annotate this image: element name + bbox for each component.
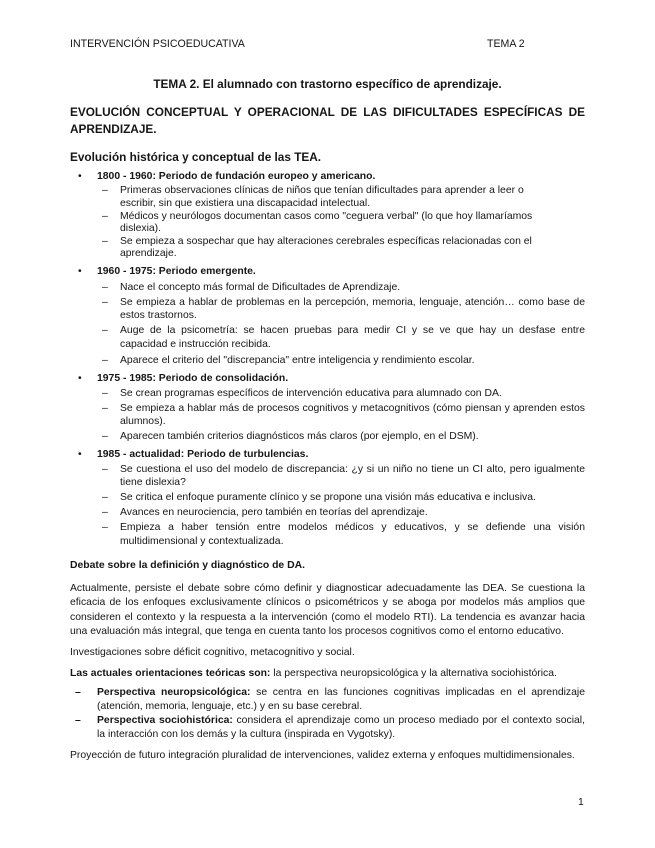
period-heading <box>78 265 585 279</box>
period-item <box>102 354 585 367</box>
dash-marker: – <box>102 210 108 222</box>
dash-marker: – <box>102 296 108 308</box>
perspective-line <box>97 714 585 728</box>
dash-marker: – <box>102 235 108 247</box>
perspective-term: Perspectiva sociohistórica: <box>97 715 233 726</box>
paragraph-line: consideren el contexto y la respuesta a la intervención (como el modelo RTI). La tendencia es avanzar hacia <box>70 611 585 623</box>
period-item <box>102 296 585 322</box>
document-title: TEMA 2. El alumnado con trastorno específico de aprendizaje. <box>153 77 502 91</box>
item-line: dislexia). <box>120 223 161 234</box>
item-line: Se empieza a hablar de problemas en la percepción, memoria, lenguaje, atención… como base de <box>120 296 585 308</box>
perspective-text: se centra en las funciones cognitivas implicadas en el aprendizaje <box>256 687 585 698</box>
item-line: escribir, sin que existiera una discapacidad intelectual. <box>120 197 371 209</box>
item-line: estos trastornos. <box>120 309 197 321</box>
future-line: Proyección de futuro integración pluralidad de intervenciones, validez externa y enfoques multidimensionales. <box>70 750 575 761</box>
perspective-text: considera el aprendizaje como un proceso mediado por el contexto social, <box>236 715 586 726</box>
period-item <box>102 387 585 400</box>
header-unit-label: TEMA 2 <box>487 38 525 50</box>
research-line: Investigaciones sobre déficit cognitivo, metacognitivo y social. <box>70 647 355 658</box>
item-line: Se empieza a sospechar que hay alteraciones cerebrales específicas relacionadas con el <box>120 235 532 247</box>
period-heading <box>78 372 585 386</box>
bullet-marker: • <box>78 266 82 277</box>
item-line: capacidad e instrucción recibida. <box>120 338 271 350</box>
period-item <box>102 506 585 519</box>
item-line: Avances en neurociencia, pero también en teorías del aprendizaje. <box>120 506 428 518</box>
period-item <box>102 210 585 236</box>
period-heading <box>78 448 585 462</box>
dash-marker: – <box>102 354 108 366</box>
period-heading <box>78 170 585 184</box>
paragraph-line: una evaluación más integral, que tenga en cuenta tanto los procesos cognitivos como el entorno educativo. <box>70 625 564 637</box>
item-line: Se cuestiona el uso del modelo de discrepancia: ¿y si un niño no tiene un CI alto, pero igualmente <box>120 463 585 475</box>
item-line: Se empieza a hablar más de procesos cognitivos y metacognitivos (cómo piensan y aprenden estos <box>120 402 585 414</box>
item-line: Auge de la psicometría: se hacen pruebas para medir CI y se ve que hay un desfase entre <box>120 324 585 336</box>
period-item <box>102 402 585 428</box>
item-line: Nace el concepto más formal de Dificultades de Aprendizaje. <box>120 281 401 293</box>
dash-marker: – <box>102 430 108 442</box>
item-line: Aparece el criterio del "discrepancia" entre inteligencia y rendimiento escolar. <box>120 354 475 366</box>
dash-marker: – <box>102 491 108 503</box>
item-line: tiene dislexia? <box>120 476 186 488</box>
page-number: 1 <box>578 797 584 808</box>
item-line: Médicos y neurólogos documentan casos como "ceguera verbal" (lo que hoy llamaríamos <box>120 210 533 222</box>
perspective-item <box>75 714 586 742</box>
dash-marker: – <box>102 521 108 533</box>
dash-marker: – <box>102 281 108 293</box>
period-title: 1985 - actualidad: Periodo de turbulencias. <box>97 449 309 460</box>
period-item <box>102 491 585 504</box>
orientations-rest: la perspectiva neuropsicológica y la alternativa sociohistórica. <box>273 668 557 679</box>
bullet-marker: • <box>78 171 82 182</box>
item-line: alumnos). <box>120 415 166 427</box>
section-heading-line: EVOLUCIÓN CONCEPTUAL Y OPERACIONAL DE LAS DIFICULTADES ESPECÍFICAS DE <box>70 105 585 119</box>
perspective-line: (atención, memoria, lenguaje, etc.) y en su base cerebral. <box>97 701 363 712</box>
period-item <box>102 430 585 443</box>
dash-marker: – <box>75 687 81 698</box>
debate-paragraph <box>70 582 585 639</box>
paragraph-line: Actualmente, persiste el debate sobre cómo definir y diagnosticar adecuadamente las DEA. Se cuestiona la <box>70 583 585 594</box>
orientations-line <box>70 667 585 681</box>
item-line: aprendizaje. <box>120 248 177 259</box>
perspective-term: Perspectiva neuropsicológica: <box>97 687 251 698</box>
period-item <box>102 235 585 261</box>
header-course-title: INTERVENCIÓN PSICOEDUCATIVA <box>70 38 245 50</box>
dash-marker: – <box>102 184 108 196</box>
period-item <box>102 184 585 210</box>
item-line: Primeras observaciones clínicas de niños que tenían dificultades para aprender a leer o <box>120 184 524 196</box>
dash-marker: – <box>102 402 108 414</box>
item-line: Aparecen también criterios diagnósticos más claros (por ejemplo, en el DSM). <box>120 430 479 442</box>
dash-marker: – <box>102 463 108 475</box>
dash-marker: – <box>102 506 108 518</box>
period-title: 1975 - 1985: Periodo de consolidación. <box>97 373 289 384</box>
perspective-line <box>97 686 585 700</box>
history-heading: Evolución histórica y conceptual de las TEA. <box>70 150 322 164</box>
item-line: multidimensional y contextualizada. <box>120 536 284 547</box>
paragraph-line: eficacia de los enfoques exclusivamente clínicos o psicométricos y se aboga por modelos más amplios que <box>70 597 585 609</box>
debate-heading: Debate sobre la definición y diagnóstico de DA. <box>70 560 305 571</box>
section-heading-line: APRENDIZAJE. <box>70 122 157 136</box>
period-item <box>102 281 585 294</box>
period-title: 1960 - 1975: Periodo emergente. <box>97 266 256 277</box>
perspective-line: la interacción con los demás y la cultura (inspirada en Vygotsky). <box>97 729 396 740</box>
item-line: Se critica el enfoque puramente clínico y se propone una visión más educativa e inclusiva. <box>120 491 536 503</box>
item-line: Empieza a haber tensión entre modelos médicos y educativos, y se defiende una visión <box>120 521 585 533</box>
period-item <box>102 463 585 489</box>
bullet-marker: • <box>78 373 82 384</box>
period-title: 1800 - 1960: Periodo de fundación europeo y americano. <box>97 171 376 182</box>
orientations-lead: Las actuales orientaciones teóricas son: <box>70 668 271 679</box>
dash-marker: – <box>75 715 81 726</box>
item-line: Se crean programas específicos de intervención educativa para alumnado con DA. <box>120 387 502 399</box>
dash-marker: – <box>102 324 108 336</box>
perspective-item <box>75 686 585 714</box>
dash-marker: – <box>102 387 108 399</box>
period-item <box>102 521 585 550</box>
period-item <box>102 324 585 352</box>
section-heading <box>70 104 585 138</box>
bullet-marker: • <box>78 449 82 460</box>
